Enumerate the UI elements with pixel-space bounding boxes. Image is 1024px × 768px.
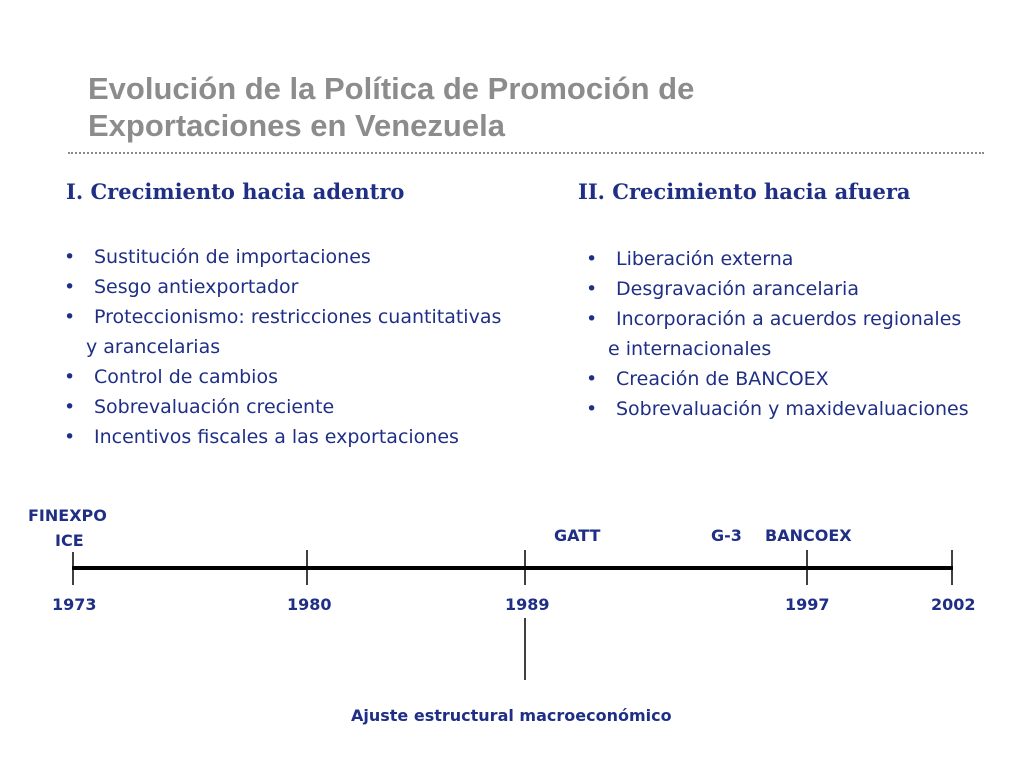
bullet-icon: •: [64, 276, 76, 298]
title-line-1: Evolución de la Política de Promoción de: [88, 71, 695, 106]
list-item-text: Sustitución de importaciones: [94, 246, 371, 268]
event-bancoex: BANCOEX: [765, 526, 852, 545]
year-1980: 1980: [287, 595, 332, 614]
year-1997: 1997: [785, 595, 830, 614]
bullet-icon: •: [586, 398, 598, 420]
year-1989: 1989: [505, 595, 550, 614]
list-item-text: Control de cambios: [94, 366, 278, 388]
list-item-continuation: y arancelarias: [86, 336, 221, 358]
list-item-text: Sobrevaluación y maxidevaluaciones: [616, 398, 969, 420]
left-column-heading: I. Crecimiento hacia adentro: [66, 179, 405, 204]
year-1973: 1973: [52, 595, 97, 614]
list-item-text: Incentivos fiscales a las exportaciones: [94, 426, 459, 448]
event-g3: G-3: [711, 526, 742, 545]
list-item-text: Desgravación arancelaria: [616, 278, 859, 300]
bullet-icon: •: [586, 368, 598, 390]
event-gatt: GATT: [554, 526, 601, 545]
bullet-icon: •: [64, 306, 76, 328]
bullet-icon: •: [64, 426, 76, 448]
bullet-icon: •: [64, 396, 76, 418]
list-item-text: Liberación externa: [616, 248, 794, 270]
list-item-text: Proteccionismo: restricciones cuantitativas: [94, 306, 502, 328]
list-item-text: Sobrevaluación creciente: [94, 396, 335, 418]
title-line-2: Exportaciones en Venezuela: [88, 108, 505, 143]
bullet-icon: •: [586, 248, 598, 270]
bullet-icon: •: [64, 246, 76, 268]
right-column-heading: II. Crecimiento hacia afuera: [578, 179, 911, 204]
bullet-icon: •: [586, 308, 598, 330]
list-item-text: Incorporación a acuerdos regionales: [616, 308, 962, 330]
list-item-text: Sesgo antiexportador: [94, 276, 299, 298]
event-ice: ICE: [55, 531, 84, 550]
year-2002: 2002: [931, 595, 976, 614]
list-item-continuation: e internacionales: [608, 338, 772, 360]
bullet-icon: •: [64, 366, 76, 388]
bullet-icon: •: [586, 278, 598, 300]
event-finexpo: FINEXPO: [28, 506, 107, 525]
timeline-caption: Ajuste estructural macroeconómico: [351, 706, 672, 725]
list-item-text: Creación de BANCOEX: [616, 368, 829, 390]
